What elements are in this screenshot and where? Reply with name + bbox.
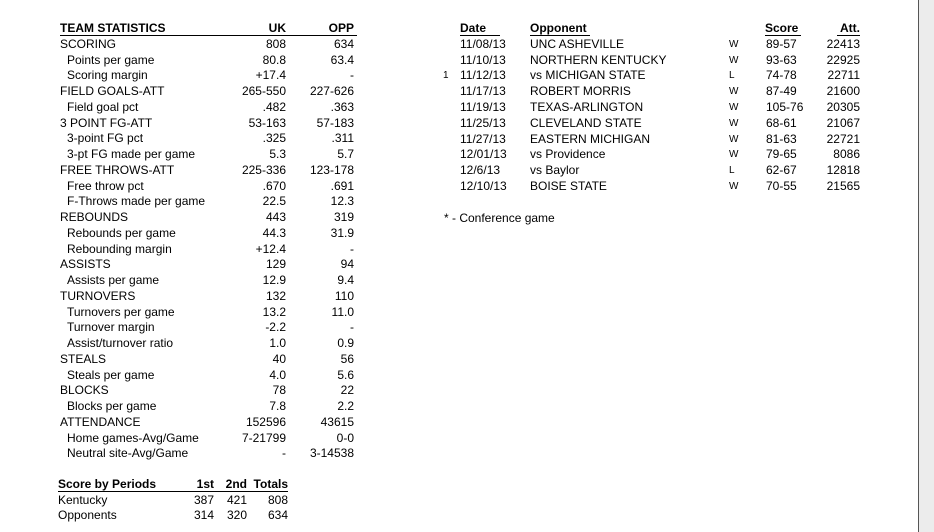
stat-opp-value: 5.6 bbox=[337, 367, 354, 382]
game-score: 93-63 bbox=[766, 52, 797, 67]
stat-uk-value: +12.4 bbox=[255, 241, 286, 256]
schedule-body bbox=[440, 37, 870, 195]
stat-uk-value: 7-21799 bbox=[241, 430, 286, 445]
period-first-half: 387 bbox=[193, 492, 214, 507]
game-date: 11/10/13 bbox=[460, 52, 506, 67]
stat-label: 3-pt FG made per game bbox=[67, 147, 196, 161]
stat-row bbox=[60, 100, 360, 116]
stat-label: ATTENDANCE bbox=[60, 414, 141, 429]
team-stats-body bbox=[60, 37, 360, 462]
period-row bbox=[58, 508, 298, 524]
stat-label: REBOUNDS bbox=[60, 210, 129, 224]
stat-opp-value: 57-183 bbox=[316, 115, 354, 130]
game-result: L bbox=[729, 165, 735, 177]
game-score: 105-76 bbox=[766, 99, 804, 114]
stat-row bbox=[60, 179, 360, 195]
game-row bbox=[440, 53, 870, 69]
stat-label: TURNOVERS bbox=[60, 288, 136, 303]
game-date: 11/08/13 bbox=[460, 36, 506, 51]
opp-column-header: OPP bbox=[328, 21, 354, 35]
stat-uk-value: 152596 bbox=[245, 414, 286, 429]
stat-row bbox=[60, 415, 360, 431]
stat-opp-value: .363 bbox=[330, 99, 354, 114]
game-attendance: 21565 bbox=[826, 178, 860, 193]
game-row bbox=[440, 116, 870, 132]
stat-uk-value: +17.4 bbox=[255, 68, 286, 83]
stat-label: FREE THROWS-ATT bbox=[60, 162, 175, 177]
stat-label: Assist/turnover ratio bbox=[67, 336, 174, 350]
stat-opp-value: 123-178 bbox=[309, 162, 354, 177]
stat-uk-value: 225-336 bbox=[241, 162, 286, 177]
team-statistics-table bbox=[60, 21, 360, 462]
stat-uk-value: 1.0 bbox=[269, 336, 286, 350]
stat-opp-value: .311 bbox=[331, 131, 354, 146]
stat-row bbox=[60, 242, 360, 258]
game-result: W bbox=[729, 133, 739, 145]
game-score: 79-65 bbox=[766, 147, 797, 162]
stat-label: Home games-Avg/Game bbox=[67, 430, 199, 445]
game-opponent: TEXAS-ARLINGTON bbox=[530, 99, 644, 114]
game-date: 11/12/13 bbox=[460, 68, 506, 83]
conference-marker: 1 bbox=[443, 70, 449, 82]
stat-uk-value: 80.8 bbox=[262, 52, 286, 67]
game-row bbox=[440, 179, 870, 195]
stat-row bbox=[60, 257, 360, 273]
stat-opp-value: - bbox=[350, 68, 354, 83]
stat-opp-value: 110 bbox=[334, 288, 354, 303]
stat-opp-value: 227-626 bbox=[309, 84, 354, 98]
game-result: W bbox=[729, 149, 739, 161]
game-attendance: 8086 bbox=[833, 147, 860, 162]
stat-uk-value: -2.2 bbox=[265, 320, 286, 335]
stat-opp-value: 9.4 bbox=[337, 273, 354, 287]
period-second-half: 421 bbox=[226, 492, 247, 507]
score-by-periods-table bbox=[58, 477, 298, 524]
team-stats-header bbox=[60, 21, 360, 37]
stat-opp-value: 22 bbox=[340, 383, 354, 398]
game-date: 12/10/13 bbox=[460, 178, 507, 193]
game-opponent: vs Providence bbox=[530, 147, 606, 162]
stat-row bbox=[60, 210, 360, 226]
periods-title: Score by Periods bbox=[58, 477, 157, 491]
stat-label: SCORING bbox=[60, 36, 117, 51]
stat-uk-value: 13.2 bbox=[262, 304, 286, 319]
period-total: 634 bbox=[267, 508, 288, 522]
game-score: 81-63 bbox=[766, 131, 797, 146]
stat-opp-value: - bbox=[350, 320, 354, 335]
score-column-header: Score bbox=[765, 21, 799, 35]
game-date: 12/6/13 bbox=[460, 163, 501, 178]
game-row bbox=[440, 163, 870, 179]
stat-opp-value: 634 bbox=[333, 36, 354, 51]
game-date: 11/17/13 bbox=[460, 84, 506, 99]
game-row bbox=[440, 100, 870, 116]
stat-uk-value: 44.3 bbox=[262, 225, 286, 240]
period-row bbox=[58, 493, 298, 509]
period-total: 808 bbox=[267, 492, 288, 507]
conference-footnote: * - Conference game bbox=[444, 211, 555, 225]
stat-opp-value: 94 bbox=[340, 257, 354, 272]
game-result: L bbox=[729, 70, 735, 82]
stat-row bbox=[60, 320, 360, 336]
stat-uk-value: 443 bbox=[265, 210, 286, 224]
game-attendance: 12818 bbox=[826, 163, 860, 178]
game-score: 68-61 bbox=[766, 115, 797, 130]
stat-row bbox=[60, 431, 360, 447]
period-team: Kentucky bbox=[58, 492, 108, 507]
stat-uk-value: 129 bbox=[265, 257, 286, 272]
stat-row bbox=[60, 336, 360, 352]
game-score: 62-67 bbox=[766, 163, 797, 178]
stat-label: 3 POINT FG-ATT bbox=[60, 115, 153, 130]
game-date: 11/25/13 bbox=[460, 115, 506, 130]
stat-row bbox=[60, 131, 360, 147]
stat-uk-value: - bbox=[282, 446, 286, 461]
stat-label: Rebounds per game bbox=[67, 225, 176, 240]
stat-label: Rebounding margin bbox=[67, 241, 172, 256]
game-attendance: 22925 bbox=[826, 52, 860, 67]
stat-row bbox=[60, 352, 360, 368]
periods-body bbox=[58, 493, 298, 524]
stat-row bbox=[60, 147, 360, 163]
stat-row bbox=[60, 399, 360, 415]
stat-opp-value: 11.0 bbox=[331, 304, 354, 319]
game-attendance: 22413 bbox=[826, 36, 860, 51]
game-attendance: 21067 bbox=[826, 115, 860, 130]
game-row bbox=[440, 68, 870, 84]
totals-header: Totals bbox=[253, 477, 288, 491]
stat-uk-value: 808 bbox=[265, 36, 286, 51]
stat-opp-value: 12.3 bbox=[330, 194, 354, 209]
stat-uk-value: 40 bbox=[272, 351, 286, 366]
periods-header bbox=[58, 477, 298, 493]
stat-uk-value: 265-550 bbox=[241, 84, 286, 98]
game-attendance: 22711 bbox=[827, 68, 860, 83]
stat-row bbox=[60, 84, 360, 100]
game-opponent: UNC ASHEVILLE bbox=[530, 36, 625, 51]
stat-opp-value: .691 bbox=[330, 178, 354, 193]
game-row bbox=[440, 147, 870, 163]
stat-label: 3-point FG pct bbox=[67, 131, 144, 146]
game-opponent: EASTERN MICHIGAN bbox=[530, 131, 651, 146]
stat-row bbox=[60, 68, 360, 84]
game-row bbox=[440, 84, 870, 100]
stat-opp-value: 5.7 bbox=[337, 147, 354, 161]
stat-row bbox=[60, 163, 360, 179]
game-result: W bbox=[729, 101, 739, 113]
stat-uk-value: .482 bbox=[262, 99, 286, 114]
game-opponent: vs Baylor bbox=[530, 163, 580, 178]
stat-uk-value: 12.9 bbox=[262, 273, 286, 287]
date-column-header: Date bbox=[460, 21, 487, 35]
game-result: W bbox=[729, 180, 739, 192]
stat-uk-value: .325 bbox=[262, 131, 286, 146]
uk-column-header: UK bbox=[268, 21, 286, 35]
stat-opp-value: 319 bbox=[333, 210, 354, 224]
stat-row bbox=[60, 116, 360, 132]
second-half-header: 2nd bbox=[225, 477, 247, 491]
stat-row bbox=[60, 368, 360, 384]
stat-opp-value: 0-0 bbox=[336, 430, 354, 445]
period-first-half: 314 bbox=[193, 508, 214, 522]
stat-row bbox=[60, 226, 360, 242]
stat-uk-value: .670 bbox=[262, 178, 286, 193]
stat-label: Blocks per game bbox=[67, 399, 157, 413]
game-opponent: NORTHERN KENTUCKY bbox=[530, 52, 667, 67]
stat-label: F-Throws made per game bbox=[67, 194, 206, 209]
stat-row bbox=[60, 273, 360, 289]
stat-label: Points per game bbox=[67, 52, 155, 67]
stat-row bbox=[60, 37, 360, 53]
stat-uk-value: 5.3 bbox=[269, 147, 286, 161]
first-half-header: 1st bbox=[196, 477, 214, 491]
stat-label: FIELD GOALS-ATT bbox=[60, 84, 165, 98]
stat-opp-value: 2.2 bbox=[337, 399, 354, 413]
stat-label: Field goal pct bbox=[67, 99, 139, 114]
game-opponent: ROBERT MORRIS bbox=[530, 84, 631, 99]
attendance-column-header: Att. bbox=[840, 21, 860, 35]
stat-row bbox=[60, 383, 360, 399]
right-gutter bbox=[919, 0, 934, 532]
game-opponent: CLEVELAND STATE bbox=[530, 115, 642, 130]
game-result: W bbox=[729, 117, 739, 129]
opponent-column-header: Opponent bbox=[530, 21, 587, 35]
stat-opp-value: 63.4 bbox=[330, 52, 354, 67]
game-date: 12/01/13 bbox=[460, 147, 507, 162]
stat-uk-value: 78 bbox=[272, 383, 286, 398]
stat-row bbox=[60, 446, 360, 462]
stat-label: Turnover margin bbox=[67, 320, 155, 335]
stat-row bbox=[60, 289, 360, 305]
game-attendance: 20305 bbox=[826, 99, 860, 114]
game-result: W bbox=[729, 86, 739, 98]
stat-label: Scoring margin bbox=[67, 68, 148, 83]
game-opponent: BOISE STATE bbox=[530, 178, 607, 193]
stat-row bbox=[60, 53, 360, 69]
stat-uk-value: 7.8 bbox=[269, 399, 286, 413]
stat-label: STEALS bbox=[60, 351, 107, 366]
stat-uk-value: 22.5 bbox=[262, 194, 286, 209]
stat-uk-value: 4.0 bbox=[269, 367, 286, 382]
period-second-half: 320 bbox=[226, 508, 247, 522]
stat-uk-value: 132 bbox=[265, 288, 286, 303]
stat-opp-value: 3-14538 bbox=[309, 446, 354, 461]
stat-row bbox=[60, 194, 360, 210]
game-date: 11/19/13 bbox=[460, 99, 506, 114]
stat-opp-value: 31.9 bbox=[330, 225, 354, 240]
stat-label: BLOCKS bbox=[60, 383, 109, 398]
stat-opp-value: - bbox=[350, 241, 354, 256]
game-attendance: 22721 bbox=[826, 131, 860, 146]
stat-label: Neutral site-Avg/Game bbox=[67, 446, 189, 461]
stat-opp-value: 0.9 bbox=[337, 336, 354, 350]
game-row bbox=[440, 37, 870, 53]
game-date: 11/27/13 bbox=[460, 131, 506, 146]
stat-uk-value: 53-163 bbox=[248, 115, 286, 130]
team-stats-title: TEAM STATISTICS bbox=[60, 21, 166, 35]
stat-opp-value: 56 bbox=[340, 351, 354, 366]
game-result: W bbox=[729, 38, 739, 50]
game-score: 89-57 bbox=[766, 36, 797, 51]
game-score: 74-78 bbox=[766, 68, 797, 83]
stat-opp-value: 43615 bbox=[320, 414, 354, 429]
game-row bbox=[440, 132, 870, 148]
stat-label: Steals per game bbox=[67, 367, 155, 382]
stat-row bbox=[60, 305, 360, 321]
schedule-header bbox=[440, 21, 870, 37]
game-score: 87-49 bbox=[766, 84, 797, 99]
game-score: 70-55 bbox=[766, 178, 797, 193]
game-result: W bbox=[729, 54, 739, 66]
period-team: Opponents bbox=[58, 508, 117, 522]
stat-label: Turnovers per game bbox=[67, 304, 175, 319]
game-opponent: vs MICHIGAN STATE bbox=[530, 68, 646, 83]
game-attendance: 21600 bbox=[826, 84, 860, 99]
schedule-table bbox=[440, 21, 870, 195]
stat-label: ASSISTS bbox=[60, 257, 111, 272]
stat-label: Free throw pct bbox=[67, 178, 144, 193]
stat-label: Assists per game bbox=[67, 273, 160, 287]
